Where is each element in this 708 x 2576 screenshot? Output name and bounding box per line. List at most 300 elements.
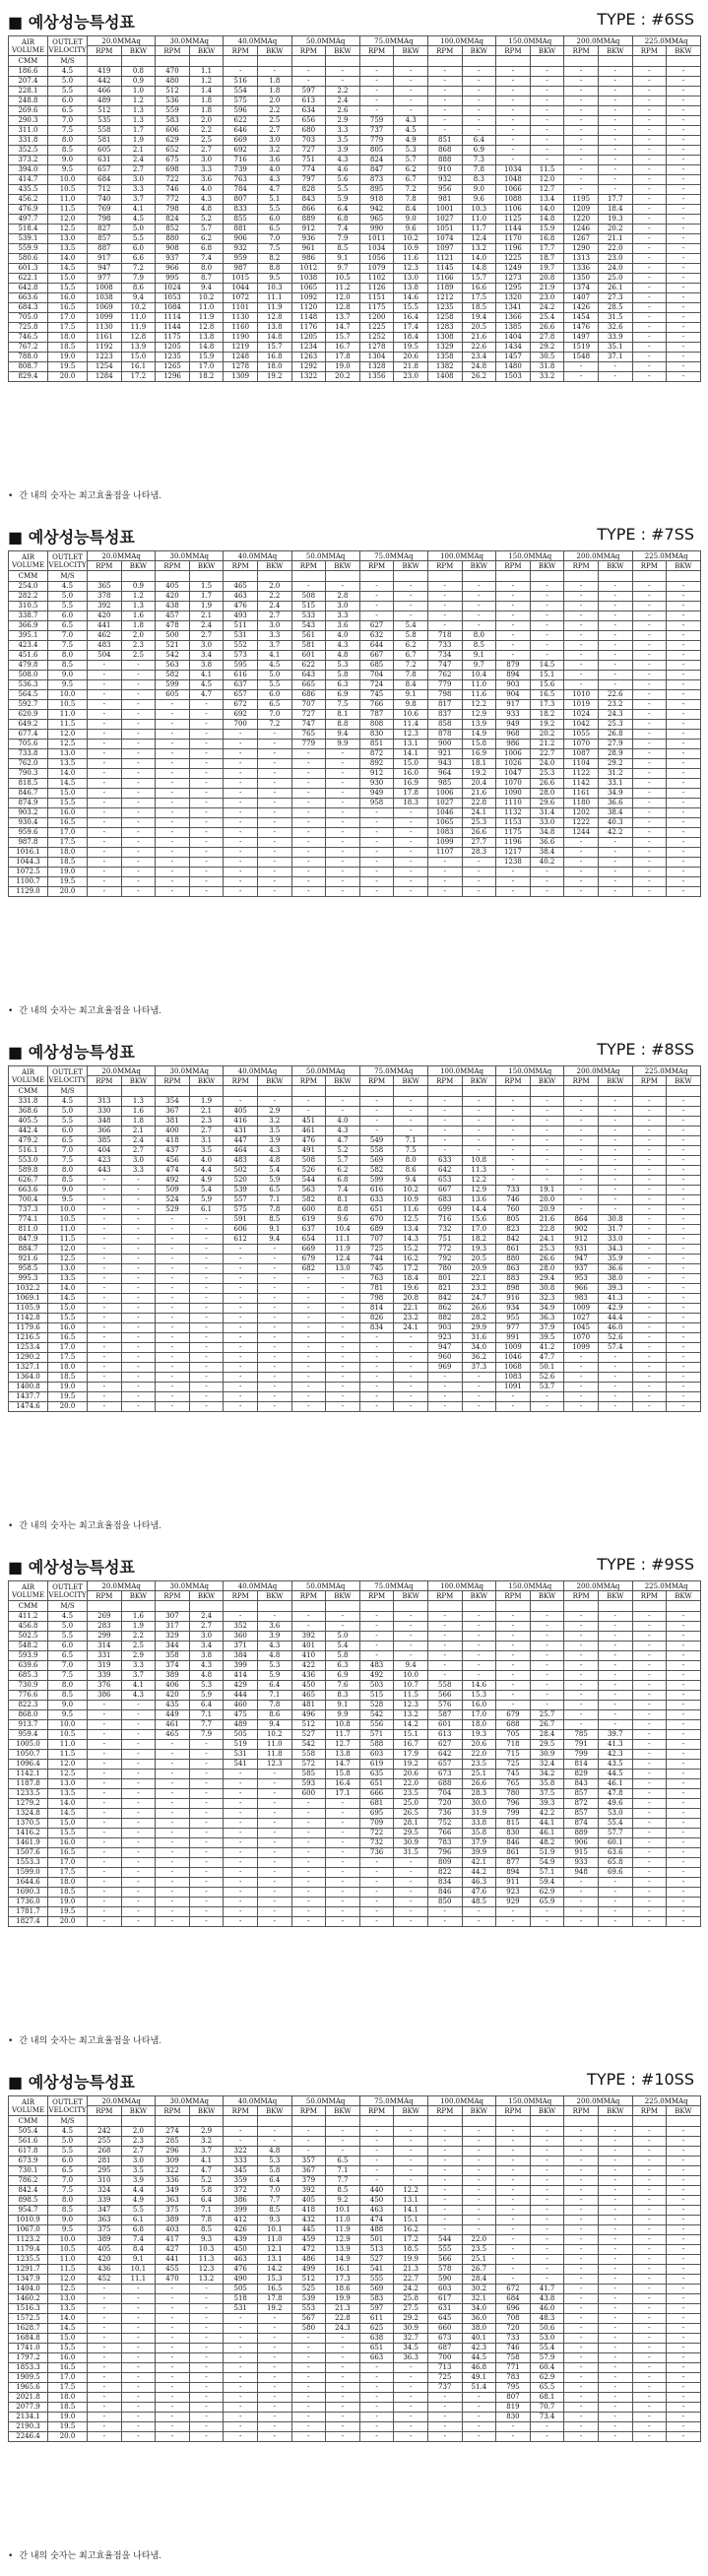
bkw-cell: - xyxy=(667,1195,701,1205)
unit-spacer xyxy=(121,56,156,67)
rpm-cell: - xyxy=(156,1799,190,1809)
bkw-cell: 11.9 xyxy=(326,1245,360,1255)
bkw-cell: 7.5 xyxy=(257,244,291,254)
rpm-cell: 1196 xyxy=(496,838,531,848)
rpm-cell: 1068 xyxy=(496,1363,531,1373)
rpm-cell: - xyxy=(359,2403,394,2413)
velocity-cell: 15.0 xyxy=(48,2334,88,2344)
rpm-cell: 1125 xyxy=(496,215,531,225)
bkw-cell: 60.4 xyxy=(530,2363,564,2373)
bkw-cell: 19.2 xyxy=(462,769,496,779)
cmm-cell: 394.0 xyxy=(9,165,48,175)
cmm-cell: 331.8 xyxy=(9,136,48,146)
bkw-cell: - xyxy=(257,1383,291,1392)
velocity-cell: 18.5 xyxy=(48,1373,88,1383)
bkw-cell: 14.2 xyxy=(394,1720,428,1730)
bkw-cell: 42.3 xyxy=(462,2344,496,2353)
velocity-cell: 12.0 xyxy=(48,215,88,225)
rpm-cell: - xyxy=(564,858,599,868)
rpm-cell: - xyxy=(427,602,462,612)
bkw-cell: - xyxy=(530,1632,564,1642)
rpm-cell: 268 xyxy=(88,2147,122,2157)
rpm-cell: - xyxy=(427,868,462,877)
velocity-cell: 15.5 xyxy=(48,284,88,293)
pressure-header: 20.0MMAq xyxy=(88,2096,156,2106)
bkw-cell: - xyxy=(257,877,291,887)
rpm-cell: 392 xyxy=(88,602,122,612)
bkw-cell: - xyxy=(394,2157,428,2166)
bkw-header: BKW xyxy=(462,46,496,56)
rpm-cell: 376 xyxy=(88,1681,122,1691)
rpm-cell: 418 xyxy=(291,2206,326,2216)
table-row xyxy=(9,582,701,592)
rpm-cell: - xyxy=(564,126,599,136)
rpm-cell: - xyxy=(88,2285,122,2294)
rpm-cell: 1258 xyxy=(427,313,462,323)
bkw-cell: - xyxy=(394,1888,428,1898)
rpm-cell: - xyxy=(496,2147,531,2157)
rpm-cell: - xyxy=(291,1323,326,1333)
bkw-cell: - xyxy=(257,1097,291,1107)
cmm-cell: 622.1 xyxy=(9,274,48,284)
rpm-cell: 903 xyxy=(496,680,531,690)
bkw-cell: 50.6 xyxy=(530,2324,564,2334)
bkw-cell: - xyxy=(189,1343,224,1353)
table-row xyxy=(9,1176,701,1186)
bkw-cell: 3.8 xyxy=(189,1651,224,1661)
velocity-cell: 17.5 xyxy=(48,323,88,333)
bkw-cell: 1.9 xyxy=(121,136,156,146)
unit-spacer xyxy=(224,1601,258,1612)
rpm-cell: 977 xyxy=(88,274,122,284)
rpm-cell: - xyxy=(224,1097,258,1107)
bkw-cell: - xyxy=(394,77,428,87)
bkw-header: BKW xyxy=(121,46,156,56)
bkw-cell: - xyxy=(598,2166,632,2176)
rpm-cell: 489 xyxy=(88,97,122,106)
table-row xyxy=(9,1097,701,1107)
rpm-cell: - xyxy=(564,2334,599,2344)
rpm-cell: 864 xyxy=(564,1215,599,1225)
bkw-cell: - xyxy=(530,2255,564,2265)
bkw-cell: - xyxy=(667,1097,701,1107)
rpm-cell: - xyxy=(156,2422,190,2432)
velocity-cell: 13.5 xyxy=(48,1789,88,1799)
rpm-cell: - xyxy=(291,868,326,877)
rpm-cell: - xyxy=(291,1848,326,1858)
rpm-cell: 1166 xyxy=(427,274,462,284)
bkw-cell: - xyxy=(394,1127,428,1136)
bkw-cell: 28.3 xyxy=(462,848,496,858)
bkw-cell: 2.2 xyxy=(326,87,360,97)
rpm-cell: - xyxy=(496,1166,531,1176)
bkw-cell: - xyxy=(121,789,156,799)
bkw-cell: 5.3 xyxy=(394,146,428,156)
bkw-cell: 2.9 xyxy=(326,116,360,126)
rpm-cell: - xyxy=(224,1373,258,1383)
rpm-cell: 843 xyxy=(291,195,326,205)
rpm-cell: 1296 xyxy=(156,372,190,382)
velocity-cell: 6.5 xyxy=(48,621,88,631)
rpm-cell: - xyxy=(291,1363,326,1373)
bkw-cell: - xyxy=(598,877,632,887)
bkw-cell: 65.5 xyxy=(530,2383,564,2393)
rpm-cell: - xyxy=(88,2373,122,2383)
rpm-cell: - xyxy=(156,2363,190,2373)
rpm-cell: 431 xyxy=(224,1127,258,1136)
bkw-cell: 6.2 xyxy=(394,641,428,651)
bkw-cell: - xyxy=(667,87,701,97)
table-row xyxy=(9,264,701,274)
bkw-cell: 6.1 xyxy=(121,2216,156,2225)
rpm-cell: - xyxy=(564,1898,599,1907)
rpm-cell: - xyxy=(156,1333,190,1343)
rpm-cell: 502 xyxy=(224,1166,258,1176)
bkw-cell: 4.5 xyxy=(121,215,156,225)
bkw-cell: 9.3 xyxy=(189,2235,224,2245)
bkw-cell: - xyxy=(667,808,701,818)
rpm-cell: - xyxy=(224,1323,258,1333)
unit-spacer xyxy=(121,1601,156,1612)
bkw-cell: 36.0 xyxy=(462,2314,496,2324)
cmm-cell: 1100.7 xyxy=(9,877,48,887)
rpm-cell: - xyxy=(632,2137,667,2147)
rpm-cell: - xyxy=(632,234,667,244)
bkw-cell: 4.3 xyxy=(326,156,360,165)
rpm-cell: - xyxy=(156,779,190,789)
bkw-cell: 16.4 xyxy=(394,313,428,323)
rpm-cell: 1027 xyxy=(564,1314,599,1323)
rpm-cell: - xyxy=(632,2344,667,2353)
bkw-cell: 24.1 xyxy=(394,1323,428,1333)
rpm-cell: - xyxy=(632,2413,667,2422)
bkw-cell: 3.3 xyxy=(121,185,156,195)
rpm-cell: 499 xyxy=(291,2265,326,2275)
bkw-cell: - xyxy=(530,1907,564,1917)
rpm-cell: - xyxy=(359,2157,394,2166)
bkw-cell: 30.9 xyxy=(530,1750,564,1760)
rpm-cell: 774 xyxy=(291,165,326,175)
rpm-cell: - xyxy=(427,2403,462,2413)
bkw-cell: - xyxy=(189,1294,224,1304)
rpm-cell: - xyxy=(564,2422,599,2432)
rpm-cell: - xyxy=(156,1255,190,1264)
table-row xyxy=(9,1632,701,1642)
cmm-cell: 673.9 xyxy=(9,2157,48,2166)
table-row xyxy=(9,848,701,858)
cmm-cell: 1324.8 xyxy=(9,1809,48,1819)
rpm-cell: - xyxy=(88,1294,122,1304)
bkw-cell: - xyxy=(257,2314,291,2324)
bkw-cell: - xyxy=(394,1383,428,1392)
bkw-cell: 6.2 xyxy=(394,165,428,175)
rpm-cell: 1170 xyxy=(496,234,531,244)
bkw-cell: 42.2 xyxy=(598,828,632,838)
bkw-cell: 3.8 xyxy=(189,661,224,671)
rpm-cell: 1196 xyxy=(496,244,531,254)
bkw-cell: 13.0 xyxy=(326,1264,360,1274)
bkw-cell: 7.1 xyxy=(189,1710,224,1720)
rpm-cell: 605 xyxy=(88,146,122,156)
bkw-cell: 26.8 xyxy=(598,730,632,740)
velocity-cell: 6.5 xyxy=(48,1651,88,1661)
rpm-cell: - xyxy=(88,2403,122,2413)
bkw-cell: 3.0 xyxy=(189,641,224,651)
bkw-cell: 30.2 xyxy=(462,2285,496,2294)
rpm-cell: 745 xyxy=(359,1264,394,1274)
bkw-cell: 15.6 xyxy=(462,1215,496,1225)
rpm-cell: 508 xyxy=(291,1156,326,1166)
table-row xyxy=(9,1779,701,1789)
rpm-cell: - xyxy=(224,1868,258,1878)
bkw-cell: - xyxy=(667,2334,701,2344)
bkw-cell: - xyxy=(326,77,360,87)
rpm-cell: - xyxy=(632,1215,667,1225)
bkw-cell: - xyxy=(667,671,701,680)
unit-spacer xyxy=(291,56,326,67)
rpm-cell: 384 xyxy=(224,1651,258,1661)
bkw-cell: 23.4 xyxy=(462,353,496,362)
bkw-cell: 20.5 xyxy=(462,1255,496,1264)
rpm-cell: 585 xyxy=(291,1770,326,1779)
velocity-cell: 10.0 xyxy=(48,2235,88,2245)
bkw-cell: 4.7 xyxy=(326,1136,360,1146)
bkw-cell: 9.4 xyxy=(257,1720,291,1730)
rpm-cell: - xyxy=(88,2304,122,2314)
rpm-cell: 1284 xyxy=(88,372,122,382)
velocity-cell: 11.0 xyxy=(48,1225,88,1235)
table-row xyxy=(9,1750,701,1760)
bkw-cell: 20.9 xyxy=(462,1264,496,1274)
rpm-cell: - xyxy=(88,808,122,818)
bkw-cell: 2.5 xyxy=(121,651,156,661)
rpm-cell: - xyxy=(564,1710,599,1720)
velocity-cell: 4.5 xyxy=(48,2127,88,2137)
rpm-cell: - xyxy=(291,77,326,87)
bkw-cell: - xyxy=(530,2147,564,2157)
rpm-cell: 561 xyxy=(291,631,326,641)
rpm-cell: 887 xyxy=(88,244,122,254)
rpm-cell: - xyxy=(156,1868,190,1878)
rpm-cell: 736 xyxy=(427,1809,462,1819)
rpm-cell: - xyxy=(156,740,190,749)
bkw-cell: 11.3 xyxy=(462,1166,496,1176)
footnote-text: 간 내의 숫자는 최고효율점을 나타냄. xyxy=(19,1006,162,1016)
bkw-cell: - xyxy=(530,1392,564,1402)
bkw-cell: 1.4 xyxy=(189,87,224,97)
bkw-cell: 2.9 xyxy=(189,2127,224,2137)
rpm-cell: - xyxy=(224,2373,258,2383)
bkw-cell: - xyxy=(598,1691,632,1701)
rpm-cell: 527 xyxy=(291,1730,326,1740)
bkw-cell: - xyxy=(394,1612,428,1622)
bkw-cell: - xyxy=(598,2265,632,2275)
bkw-cell: - xyxy=(530,631,564,641)
bkw-cell: - xyxy=(121,1373,156,1383)
rpm-cell: - xyxy=(427,77,462,87)
table-row xyxy=(9,1127,701,1136)
rpm-cell: - xyxy=(632,1304,667,1314)
rpm-cell: 599 xyxy=(156,680,190,690)
rpm-cell: - xyxy=(632,2196,667,2206)
bkw-cell: 53.0 xyxy=(530,2334,564,2344)
bkw-cell: - xyxy=(189,828,224,838)
bkw-cell: - xyxy=(598,1888,632,1898)
rpm-cell: - xyxy=(88,2383,122,2393)
bkw-cell: 30.8 xyxy=(530,1284,564,1294)
cmm-cell: 2134.1 xyxy=(9,2413,48,2422)
velocity-cell: 14.5 xyxy=(48,1809,88,1819)
bkw-cell: 3.4 xyxy=(189,1642,224,1651)
bkw-cell: - xyxy=(530,2186,564,2196)
rpm-cell: - xyxy=(224,67,258,77)
cmm-cell: 290.3 xyxy=(9,116,48,126)
rpm-cell: 606 xyxy=(224,1225,258,1235)
rpm-cell: - xyxy=(564,1127,599,1136)
rpm-cell: 783 xyxy=(427,1838,462,1848)
bkw-cell: - xyxy=(530,2265,564,2275)
bkw-cell: 24.1 xyxy=(530,1235,564,1245)
rpm-cell: 349 xyxy=(156,2186,190,2196)
rpm-cell: 455 xyxy=(156,2265,190,2275)
rpm-cell: 1283 xyxy=(427,323,462,333)
unit-spacer xyxy=(427,2116,462,2127)
table-row xyxy=(9,1402,701,1412)
cmm-cell: 1291.7 xyxy=(9,2265,48,2275)
table-row xyxy=(9,303,701,313)
pressure-header: 150.0MMAq xyxy=(496,1581,564,1591)
bkw-cell: 5.9 xyxy=(326,195,360,205)
fan-type-label: TYPE : #8SS xyxy=(597,1040,694,1059)
bkw-cell: - xyxy=(530,2432,564,2442)
rpm-cell: - xyxy=(564,848,599,858)
bkw-cell: - xyxy=(257,2383,291,2393)
rpm-cell: 1222 xyxy=(564,818,599,828)
bkw-cell: 40.3 xyxy=(598,818,632,828)
air-volume-header: AIR VOLUME xyxy=(9,1581,48,1601)
bkw-cell: 2.4 xyxy=(189,621,224,631)
bkw-cell: 18.0 xyxy=(257,362,291,372)
bkw-cell: 3.2 xyxy=(189,2137,224,2147)
velocity-cell: 18.0 xyxy=(48,333,88,343)
unit-spacer xyxy=(564,56,599,67)
rpm-cell: - xyxy=(359,1632,394,1642)
bkw-cell: - xyxy=(121,749,156,759)
rpm-cell: 791 xyxy=(564,1740,599,1750)
bkw-cell: - xyxy=(462,582,496,592)
rpm-cell: 511 xyxy=(224,621,258,631)
rpm-cell: - xyxy=(632,769,667,779)
bkw-cell: 9.4 xyxy=(257,1235,291,1245)
rpm-cell: 531 xyxy=(224,2304,258,2314)
rpm-cell: - xyxy=(632,126,667,136)
rpm-cell: - xyxy=(632,97,667,106)
bkw-cell: 19.3 xyxy=(462,1245,496,1255)
velocity-cell: 14.0 xyxy=(48,1799,88,1809)
rpm-cell: - xyxy=(632,2314,667,2324)
rpm-cell: - xyxy=(632,612,667,621)
rpm-cell: 512 xyxy=(291,2275,326,2285)
pressure-header: 30.0MMAq xyxy=(156,2096,224,2106)
rpm-cell: 505 xyxy=(224,2285,258,2294)
unit-spacer xyxy=(189,2116,224,2127)
bkw-cell: 17.2 xyxy=(394,2235,428,2245)
bkw-cell: 16.9 xyxy=(394,779,428,789)
rpm-cell: - xyxy=(88,1225,122,1235)
rpm-cell: 528 xyxy=(359,1701,394,1710)
rpm-cell: 581 xyxy=(291,641,326,651)
cmm-cell: 1067.0 xyxy=(9,2225,48,2235)
rpm-cell: 1019 xyxy=(564,700,599,710)
bkw-cell: - xyxy=(667,582,701,592)
rpm-cell: - xyxy=(156,1314,190,1323)
table-row xyxy=(9,2147,701,2157)
bkw-cell: 7.6 xyxy=(326,1681,360,1691)
rpm-cell: - xyxy=(359,1343,394,1353)
cmm-cell: 497.7 xyxy=(9,215,48,225)
rpm-cell: 1205 xyxy=(156,343,190,353)
velocity-cell: 9.5 xyxy=(48,1710,88,1720)
rpm-cell: 986 xyxy=(496,740,531,749)
table-row xyxy=(9,1215,701,1225)
velocity-cell: 18.0 xyxy=(48,1363,88,1373)
bkw-cell: 10.8 xyxy=(326,1720,360,1730)
rpm-cell: - xyxy=(632,2393,667,2403)
bkw-cell: 48.3 xyxy=(530,2314,564,2324)
rpm-cell: - xyxy=(632,1284,667,1294)
rpm-cell: 476 xyxy=(224,602,258,612)
rpm-cell: 685 xyxy=(359,661,394,671)
bkw-cell: - xyxy=(530,97,564,106)
bkw-cell: 10.2 xyxy=(257,1730,291,1740)
bkw-cell: 5.4 xyxy=(326,1642,360,1651)
bkw-cell: - xyxy=(326,1402,360,1412)
bkw-cell: - xyxy=(189,749,224,759)
cmm-cell: 1644.6 xyxy=(9,1878,48,1888)
bkw-cell: 16.5 xyxy=(530,690,564,700)
rpm-cell: 814 xyxy=(359,1304,394,1314)
rpm-cell: 476 xyxy=(224,2265,258,2275)
bkw-cell: 48.2 xyxy=(530,1838,564,1848)
bkw-cell: - xyxy=(257,828,291,838)
bkw-cell: - xyxy=(257,1255,291,1264)
bkw-cell: - xyxy=(257,2373,291,2383)
rpm-cell: 805 xyxy=(359,146,394,156)
unit-spacer xyxy=(462,2116,496,2127)
rpm-cell: - xyxy=(632,710,667,720)
rpm-cell: - xyxy=(359,808,394,818)
rpm-cell: 923 xyxy=(496,1888,531,1898)
rpm-cell: - xyxy=(156,2373,190,2383)
rpm-cell: 692 xyxy=(224,146,258,156)
bkw-cell: - xyxy=(326,67,360,77)
bkw-cell: 23.0 xyxy=(598,254,632,264)
rpm-cell: - xyxy=(564,2265,599,2275)
bkw-cell: - xyxy=(598,1917,632,1927)
bkw-cell: 2.0 xyxy=(189,116,224,126)
velocity-cell: 9.0 xyxy=(48,156,88,165)
table-row xyxy=(9,868,701,877)
rpm-cell: - xyxy=(564,1156,599,1166)
bkw-cell: - xyxy=(121,1304,156,1314)
bkw-cell: - xyxy=(667,1770,701,1779)
rpm-cell: - xyxy=(427,1373,462,1383)
cmm-cell: 2077.9 xyxy=(9,2403,48,2413)
rpm-cell: 826 xyxy=(359,1314,394,1323)
rpm-cell: - xyxy=(632,264,667,274)
rpm-cell: - xyxy=(632,1710,667,1720)
rpm-cell: - xyxy=(156,700,190,710)
